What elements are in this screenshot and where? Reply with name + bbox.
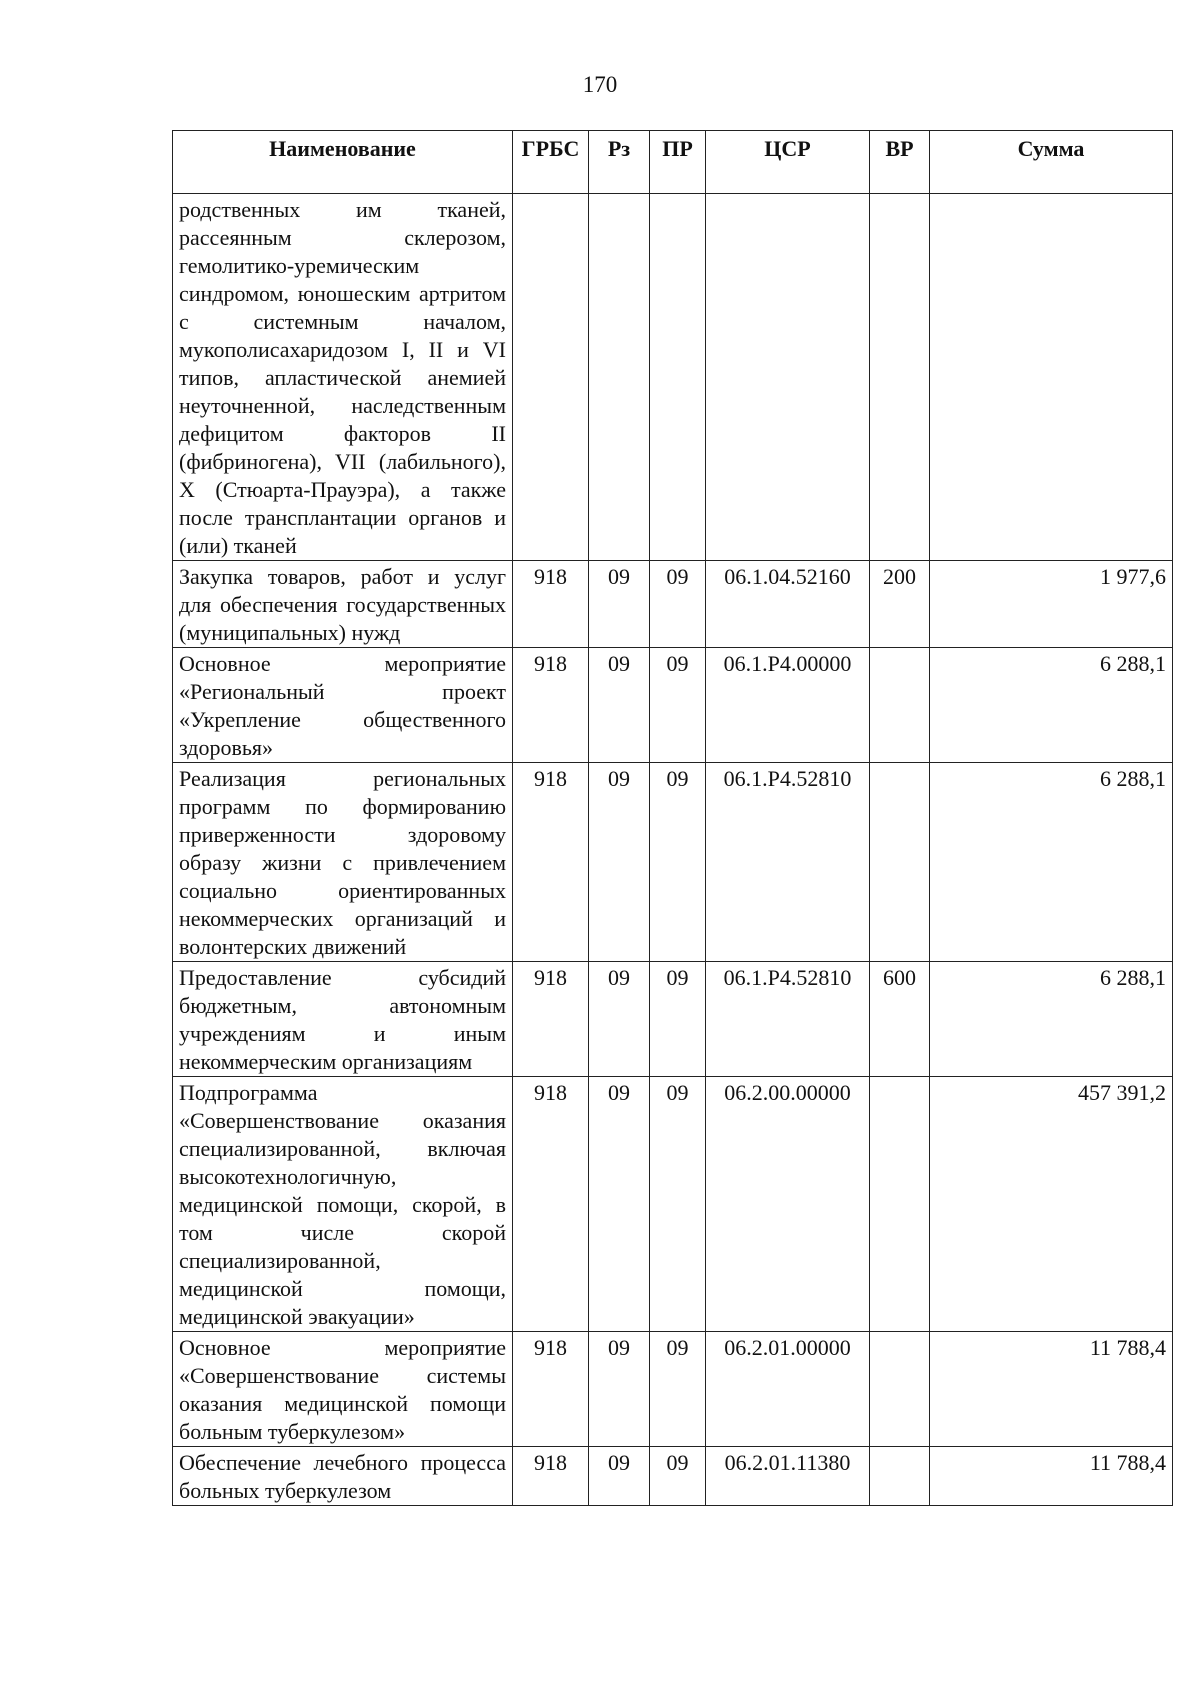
row-name: Реализация региональных программ по формированию приверженности здоровому образу жизни с привлечением социально ориентированных некоммерческих организаций и волонтерских движений xyxy=(173,763,513,962)
table-row xyxy=(173,561,1173,648)
column-header-rz: Рз xyxy=(589,131,650,194)
row-rz: 09 xyxy=(589,1332,650,1447)
table-row xyxy=(173,962,1173,1077)
row-grbs: 918 xyxy=(513,648,589,763)
row-vr xyxy=(870,648,930,763)
row-csr xyxy=(706,194,870,561)
row-grbs: 918 xyxy=(513,763,589,962)
row-name: Подпрограмма «Совершенствование оказания специализированной, включая высокотехнологичную, медицинской помощи, скорой, в том числе скорой специализированной, медицинской помощи, медицинской эвакуации» xyxy=(173,1077,513,1332)
row-rz: 09 xyxy=(589,648,650,763)
column-header-vr: ВР xyxy=(870,131,930,194)
row-sum: 11 788,4 xyxy=(930,1447,1173,1506)
row-pr: 09 xyxy=(650,648,706,763)
row-name: родственных им тканей, рассеянным склерозом, гемолитико-уремическим синдромом, юношеским артритом с системным началом, мукополисахаридозом I, II и VI типов, апластической анемией неуточненной, наследственным дефицитом факторов II (фибриногена), VII (лабильного), X (Стюарта-Прауэра), а также после трансплантации органов и (или) тканей xyxy=(173,194,513,561)
budget-table xyxy=(172,130,1173,1506)
row-pr: 09 xyxy=(650,1332,706,1447)
row-vr: 200 xyxy=(870,561,930,648)
row-name: Обеспечение лечебного процесса больных туберкулезом xyxy=(173,1447,513,1506)
row-grbs: 918 xyxy=(513,962,589,1077)
row-vr: 600 xyxy=(870,962,930,1077)
row-rz: 09 xyxy=(589,561,650,648)
row-csr: 06.1.Р4.00000 xyxy=(706,648,870,763)
row-csr: 06.2.01.00000 xyxy=(706,1332,870,1447)
row-sum: 6 288,1 xyxy=(930,962,1173,1077)
row-vr xyxy=(870,1447,930,1506)
row-pr: 09 xyxy=(650,763,706,962)
row-sum: 457 391,2 xyxy=(930,1077,1173,1332)
column-header-sum: Сумма xyxy=(930,131,1173,194)
row-pr: 09 xyxy=(650,962,706,1077)
table-row xyxy=(173,194,1173,561)
row-rz: 09 xyxy=(589,763,650,962)
row-sum: 11 788,4 xyxy=(930,1332,1173,1447)
column-header-csr: ЦСР xyxy=(706,131,870,194)
row-csr: 06.1.04.52160 xyxy=(706,561,870,648)
row-csr: 06.1.Р4.52810 xyxy=(706,763,870,962)
row-pr: 09 xyxy=(650,1077,706,1332)
row-vr xyxy=(870,763,930,962)
column-header-pr: ПР xyxy=(650,131,706,194)
table-row xyxy=(173,1332,1173,1447)
row-rz: 09 xyxy=(589,1447,650,1506)
row-name: Предоставление субсидий бюджетным, автономным учреждениям и иным некоммерческим организациям xyxy=(173,962,513,1077)
row-rz: 09 xyxy=(589,1077,650,1332)
row-sum: 1 977,6 xyxy=(930,561,1173,648)
row-pr: 09 xyxy=(650,1447,706,1506)
row-vr xyxy=(870,194,930,561)
row-name: Закупка товаров, работ и услуг для обеспечения государственных (муниципальных) нужд xyxy=(173,561,513,648)
row-sum xyxy=(930,194,1173,561)
row-vr xyxy=(870,1077,930,1332)
table-header-row xyxy=(173,131,1173,194)
row-grbs: 918 xyxy=(513,1332,589,1447)
row-vr xyxy=(870,1332,930,1447)
column-header-grbs: ГРБС xyxy=(513,131,589,194)
row-pr xyxy=(650,194,706,561)
row-grbs: 918 xyxy=(513,1447,589,1506)
table-row xyxy=(173,1077,1173,1332)
row-grbs xyxy=(513,194,589,561)
row-name: Основное мероприятие «Совершенствование системы оказания медицинской помощи больным туберкулезом» xyxy=(173,1332,513,1447)
page-number: 170 xyxy=(582,72,618,97)
row-pr: 09 xyxy=(650,561,706,648)
table-row xyxy=(173,648,1173,763)
row-rz: 09 xyxy=(589,962,650,1077)
row-csr: 06.2.01.11380 xyxy=(706,1447,870,1506)
table-row xyxy=(173,1447,1173,1506)
row-csr: 06.1.Р4.52810 xyxy=(706,962,870,1077)
row-grbs: 918 xyxy=(513,561,589,648)
row-rz xyxy=(589,194,650,561)
row-sum: 6 288,1 xyxy=(930,763,1173,962)
table-row xyxy=(173,763,1173,962)
row-grbs: 918 xyxy=(513,1077,589,1332)
row-sum: 6 288,1 xyxy=(930,648,1173,763)
row-name: Основное мероприятие «Региональный проект «Укрепление общественного здоровья» xyxy=(173,648,513,763)
row-csr: 06.2.00.00000 xyxy=(706,1077,870,1332)
column-header-name: Наименование xyxy=(173,131,513,194)
